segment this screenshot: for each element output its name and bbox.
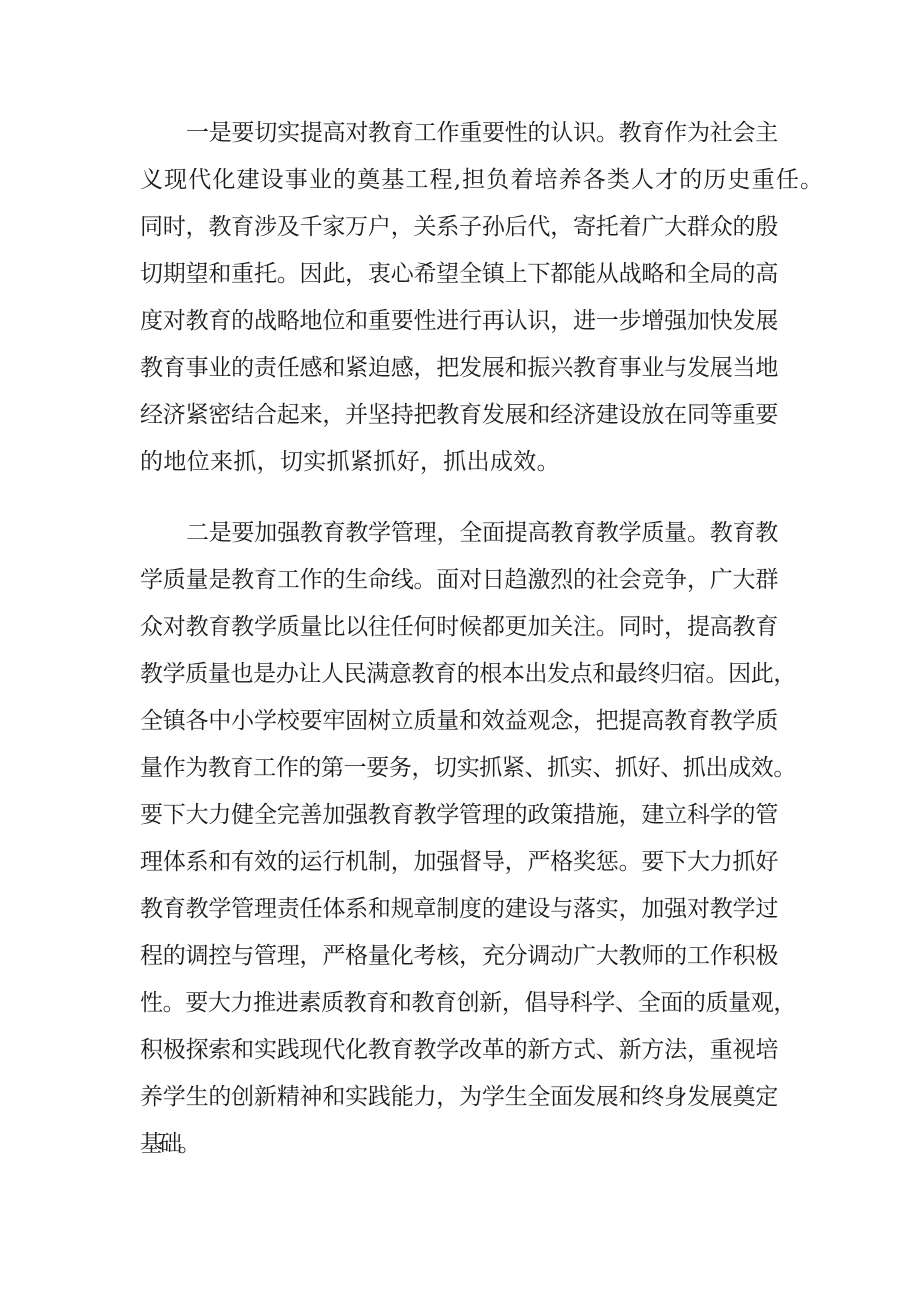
text-line: 积极探索和实践现代化教育教学改革的新方式、新方法，重视培 (140, 1037, 779, 1063)
text-line: 教育教学管理责任体系和规章制度的建设与落实，加强对教学过 (140, 896, 779, 922)
text-line: 度对教育的战略地位和重要性进行再认识，进一步增强加快发展 (140, 308, 779, 334)
text-line: 学质量是教育工作的生命线。面对日趋激烈的社会竞争，广大群 (140, 567, 779, 593)
text-line: 程的调控与管理，严格量化考核，充分调动广大教师的工作积极 (140, 943, 779, 969)
text-line: 教学质量也是办让人民满意教育的根本出发点和最终归宿。因此， (140, 661, 796, 687)
text-line: 性。要大力推进素质教育和教育创新，倡导科学、全面的质量观， (140, 990, 796, 1016)
text-line: 一是要切实提高对教育工作重要性的认识。教育作为社会主 (186, 120, 779, 146)
text-line: 二是要加强教育教学管理，全面提高教育教学质量。教育教 (186, 520, 779, 546)
text-line: 的地位来抓，切实抓紧抓好，抓出成效。 (140, 449, 560, 475)
text-line: 同时，教育涉及千家万户，关系子孙后代，寄托着广大群众的殷 (140, 214, 779, 240)
text-line: 众对教育教学质量比以往任何时候都更加关注。同时，提高教育 (140, 614, 779, 640)
text-line: 理体系和有效的运行机制，加强督导，严格奖惩。要下大力抓好 (140, 849, 779, 875)
text-line: 基础。 (140, 1131, 197, 1157)
text-line: 要下大力健全完善加强教育教学管理的政策措施，建立科学的管 (140, 802, 779, 828)
text-line: 全镇各中小学校要牢固树立质量和效益观念，把提高教育教学质 (140, 708, 779, 734)
text-line: 养学生的创新精神和实践能力，为学生全面发展和终身发展奠定 (140, 1084, 779, 1110)
text-line: 教育事业的责任感和紧迫感，把发展和振兴教育事业与发展当地 (140, 355, 779, 381)
text-line: 量作为教育工作的第一要务，切实抓紧、抓实、抓好、抓出成效。 (140, 755, 796, 781)
text-line: 切期望和重托。因此，衷心希望全镇上下都能从战略和全局的高 (140, 261, 779, 287)
text-line: 经济紧密结合起来，并坚持把教育发展和经济建设放在同等重要 (140, 402, 779, 428)
text-line: 义现代化建设事业的奠基工程,担负着培养各类人才的历史重任。 (140, 167, 825, 193)
